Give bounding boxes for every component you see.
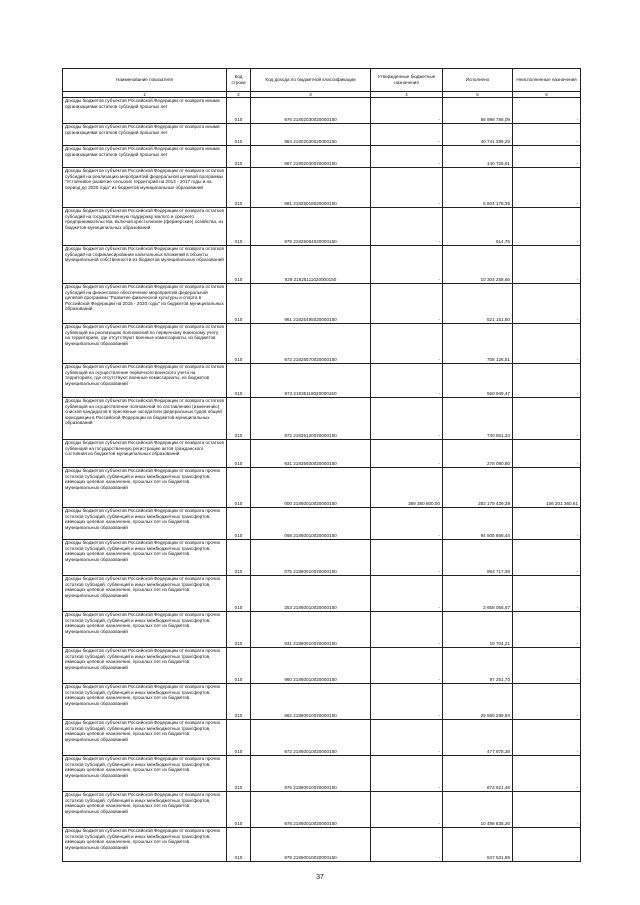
row-executed: 97 251,70	[443, 648, 513, 684]
table-row	[63, 756, 581, 792]
page-number: 37	[316, 874, 324, 881]
row-line-code: 010	[227, 324, 251, 364]
row-income-code: 978 21860010020000150	[251, 792, 371, 828]
row-unexecuted: -	[513, 792, 581, 828]
row-executed: 6 604 178,35	[443, 168, 513, 208]
row-income-code: 961 21825495020000150	[251, 284, 371, 324]
row-unexecuted: -	[513, 208, 581, 246]
row-income-code: 253 21860010020000150	[251, 576, 371, 612]
table-row	[63, 124, 581, 146]
table-row	[63, 720, 581, 756]
table-row	[63, 612, 581, 648]
row-executed: 29 580 299,84	[443, 684, 513, 720]
row-approved: -	[371, 98, 443, 124]
row-income-code: 929 21825111020000150	[251, 246, 371, 284]
row-name: Доходы бюджетов субъектов Российской Федерации от возврата остатков субвенций на осуществление первичного воинского учета на территориях, где отсутствуют военные комиссариаты, из бюджетов муниципальных образований	[63, 364, 227, 398]
row-executed: 3 658 055,67	[443, 576, 513, 612]
row-executed: 560 949,47	[443, 364, 513, 398]
row-approved: -	[371, 756, 443, 792]
row-line-code: 010	[227, 246, 251, 284]
row-approved: -	[371, 828, 443, 862]
row-line-code: 010	[227, 792, 251, 828]
row-executed: 140 725,91	[443, 146, 513, 168]
row-name: Доходы бюджетов субъектов Российской Федерации от возврата прочих остатков субсидий, субвенций и иных межбюджетных трансфертов, имеющих целевое назначение, прошлых лет из бюджетов муниципальных образований	[63, 540, 227, 576]
table-row	[63, 684, 581, 720]
table-row	[63, 398, 581, 440]
row-unexecuted: -	[513, 168, 581, 208]
row-unexecuted: -	[513, 508, 581, 540]
row-line-code: 010	[227, 540, 251, 576]
header-unexecuted: Неисполненные назначения	[513, 69, 581, 92]
row-income-code: 931 21860010020000150	[251, 612, 371, 648]
table-row	[63, 98, 581, 124]
row-income-code: 931 21835930020000150	[251, 440, 371, 468]
header-indicator-name: Наименование показателя	[63, 69, 227, 92]
row-income-code: 075 21860010020000150	[251, 540, 371, 576]
budget-execution-table	[62, 68, 581, 862]
row-unexecuted: -	[513, 398, 581, 440]
table-row	[63, 540, 581, 576]
table-row	[63, 576, 581, 612]
row-executed: 521 151,50	[443, 284, 513, 324]
row-executed: 477 878,38	[443, 720, 513, 756]
column-number: 6	[513, 92, 581, 98]
row-executed: 278 090,80	[443, 440, 513, 468]
row-unexecuted: -	[513, 440, 581, 468]
table-row	[63, 468, 581, 508]
header-approved: Утвержденные бюджетные назначения	[371, 69, 443, 92]
table-row	[63, 284, 581, 324]
row-unexecuted: -	[513, 146, 581, 168]
column-number: 2	[227, 92, 251, 98]
row-name: Доходы бюджетов субъектов Российской Федерации от возврата прочих остатков субсидий, субвенций и иных межбюджетных трансфертов, имеющих целевое назначение, прошлых лет из бюджетов муниципальных образований	[63, 468, 227, 508]
header-income-code: Код дохода по бюджетной классификации	[251, 69, 371, 92]
row-name: Доходы бюджетов субъектов Российской Федерации от возврата остатков субсидий на софинансирование капитальных вложений в объекты муниципальной собственности из бюджетов муниципальных образований	[63, 246, 227, 284]
row-line-code: 010	[227, 98, 251, 124]
row-income-code: 972 21835120020000150	[251, 398, 371, 440]
row-approved: -	[371, 364, 443, 398]
column-number: 1	[63, 92, 227, 98]
table-row	[63, 208, 581, 246]
row-name: Доходы бюджетов субъектов Российской Федерации от возврата прочих остатков субсидий, субвенций и иных межбюджетных трансфертов, имеющих целевое назначение, прошлых лет из бюджетов муниципальных образований	[63, 792, 227, 828]
row-approved: -	[371, 398, 443, 440]
column-number: 3	[251, 92, 371, 98]
row-name: Доходы бюджетов субъектов Российской Федерации от возврата иными организациями остатков субсидий прошлых лет	[63, 124, 227, 146]
row-approved: -	[371, 612, 443, 648]
row-line-code: 010	[227, 124, 251, 146]
row-executed: 94 505 868,44	[443, 508, 513, 540]
row-name: Доходы бюджетов субъектов Российской Федерации от возврата остатков субсидий на финансовое обеспечение мероприятий федеральной целевой программы "Развитие физической культуры и спорта в Российской Федерации на 2016 - 2020 годы" из бюджетов муниципальных образований	[63, 284, 227, 324]
row-approved: -	[371, 208, 443, 246]
row-income-code: 972 21835118020000150	[251, 364, 371, 398]
row-approved: 389 380 800,00	[371, 468, 443, 508]
table-row	[63, 508, 581, 540]
row-line-code: 010	[227, 468, 251, 508]
row-unexecuted: -	[513, 364, 581, 398]
row-name: Доходы бюджетов субъектов Российской Федерации от возврата прочих остатков субсидий, субвенций и иных межбюджетных трансфертов, имеющих целевое назначение, прошлых лет из бюджетов муниципальных образований	[63, 684, 227, 720]
row-line-code: 010	[227, 284, 251, 324]
row-income-code: 972 21825570020000150	[251, 324, 371, 364]
row-name: Доходы бюджетов субъектов Российской Федерации от возврата прочих остатков субсидий, субвенций и иных межбюджетных трансфертов, имеющих целевое назначение, прошлых лет из бюджетов муниципальных образований	[63, 828, 227, 862]
row-income-code: 000 21860010020000150	[251, 468, 371, 508]
row-line-code: 010	[227, 508, 251, 540]
row-line-code: 010	[227, 612, 251, 648]
row-name: Доходы бюджетов субъектов Российской Федерации от возврата иными организациями остатков субсидий прошлых лет	[63, 146, 227, 168]
header-executed: Исполнено	[443, 69, 513, 92]
table-row	[63, 792, 581, 828]
row-approved: -	[371, 508, 443, 540]
row-approved: -	[371, 720, 443, 756]
row-income-code: 960 21860010020000150	[251, 648, 371, 684]
row-name: Доходы бюджетов субъектов Российской Федерации от возврата остатков субвенций на осуществление полномочий по составлению (изменению) списков кандидатов в присяжные заседатели федеральных судов общей юрисдикции в Российской Федерации из бюджетов муниципальных образований	[63, 398, 227, 440]
column-number: 4	[371, 92, 443, 98]
row-line-code: 010	[227, 828, 251, 862]
row-income-code: 979 21860010020000150	[251, 828, 371, 862]
row-executed: 40 741 399,29	[443, 124, 513, 146]
table-body	[63, 98, 581, 862]
row-name: Доходы бюджетов субъектов Российской Федерации от возврата прочих остатков субсидий, субвенций и иных межбюджетных трансфертов, имеющих целевое назначение, прошлых лет из бюджетов муниципальных образований	[63, 720, 227, 756]
row-unexecuted: -	[513, 612, 581, 648]
row-line-code: 010	[227, 168, 251, 208]
row-approved: -	[371, 540, 443, 576]
row-line-code: 010	[227, 648, 251, 684]
row-approved: -	[371, 576, 443, 612]
row-approved: -	[371, 124, 443, 146]
row-unexecuted: -	[513, 684, 581, 720]
row-unexecuted: 106 201 360,61	[513, 468, 581, 508]
row-approved: -	[371, 146, 443, 168]
row-executed: 963 717,59	[443, 540, 513, 576]
row-approved: -	[371, 684, 443, 720]
row-executed: 708 126,51	[443, 324, 513, 364]
row-unexecuted: -	[513, 540, 581, 576]
row-income-code: 981 21825018020000150	[251, 168, 371, 208]
row-approved: -	[371, 440, 443, 468]
row-unexecuted: -	[513, 284, 581, 324]
row-executed: 872 621,48	[443, 756, 513, 792]
row-income-code: 962 21860010020000150	[251, 684, 371, 720]
table-row	[63, 324, 581, 364]
row-unexecuted: -	[513, 756, 581, 792]
row-approved: -	[371, 792, 443, 828]
row-name: Доходы бюджетов субъектов Российской Федерации от возврата остатков субсидий на реализацию мероприятий федеральной целевой программы "Устойчивое развитие сельских территорий на 2014 - 2017 годы и на период до 2020 года" из бюджетов муниципальных образований	[63, 168, 227, 208]
row-approved: -	[371, 648, 443, 684]
row-unexecuted: -	[513, 828, 581, 862]
table-row	[63, 246, 581, 284]
row-executed: 283 179 439,39	[443, 468, 513, 508]
row-line-code: 010	[227, 576, 251, 612]
row-name: Доходы бюджетов субъектов Российской Федерации от возврата прочих остатков субсидий, субвенций и иных межбюджетных трансфертов, имеющих целевое назначение, прошлых лет из бюджетов муниципальных образований	[63, 648, 227, 684]
row-executed: 614,76	[443, 208, 513, 246]
row-approved: -	[371, 246, 443, 284]
row-line-code: 010	[227, 440, 251, 468]
row-unexecuted: -	[513, 576, 581, 612]
row-income-code: 984 21802030020000150	[251, 124, 371, 146]
row-name: Доходы бюджетов субъектов Российской Федерации от возврата прочих остатков субсидий, субвенций и иных межбюджетных трансфертов, имеющих целевое назначение, прошлых лет из бюджетов муниципальных образований	[63, 576, 227, 612]
row-line-code: 010	[227, 398, 251, 440]
row-line-code: 010	[227, 208, 251, 246]
row-income-code: 972 21860010020000150	[251, 720, 371, 756]
row-unexecuted: -	[513, 124, 581, 146]
table-row	[63, 146, 581, 168]
row-name: Доходы бюджетов субъектов Российской Федерации от возврата остатков субвенций на государственную регистрацию актов гражданского состояния из бюджетов муниципальных образований	[63, 440, 227, 468]
row-line-code: 010	[227, 146, 251, 168]
table-header	[63, 69, 581, 98]
row-executed: 10 304 258,66	[443, 246, 513, 284]
column-number: 5	[443, 92, 513, 98]
row-approved: -	[371, 324, 443, 364]
row-name: Доходы бюджетов субъектов Российской Федерации от возврата иными организациями остатков субсидий прошлых лет	[63, 98, 227, 124]
row-name: Доходы бюджетов субъектов Российской Федерации от возврата прочих остатков субсидий, субвенций и иных межбюджетных трансфертов, имеющих целевое назначение, прошлых лет из бюджетов муниципальных образований	[63, 612, 227, 648]
row-income-code: 976 21802030020000150	[251, 98, 371, 124]
row-executed: 740 551,34	[443, 398, 513, 440]
row-executed: 10 498 835,26	[443, 792, 513, 828]
row-line-code: 010	[227, 364, 251, 398]
row-name: Доходы бюджетов субъектов Российской Федерации от возврата остатков субвенций на реализацию полномочий по первичному воинскому учету на территориях, где отсутствуют военные комиссариаты, из бюджетов муниципальных образований	[63, 324, 227, 364]
row-unexecuted: -	[513, 720, 581, 756]
table-row	[63, 828, 581, 862]
row-line-code: 010	[227, 756, 251, 792]
row-unexecuted: -	[513, 648, 581, 684]
row-income-code: 987 21802030020000150	[251, 146, 371, 168]
header-line-code: Код строки	[227, 69, 251, 92]
table-row	[63, 648, 581, 684]
row-executed: 68 998 786,09	[443, 98, 513, 124]
row-unexecuted: -	[513, 98, 581, 124]
table-row	[63, 168, 581, 208]
table-row	[63, 364, 581, 398]
row-unexecuted: -	[513, 324, 581, 364]
row-income-code: 979 21825064020000150	[251, 208, 371, 246]
row-income-code: 068 21860010020000150	[251, 508, 371, 540]
table-row	[63, 440, 581, 468]
row-name: Доходы бюджетов субъектов Российской Федерации от возврата остатков субсидий на государственную поддержку малого и среднего предпринимательства, включая крестьянские (фермерские) хозяйства, из бюджетов муниципальных образований	[63, 208, 227, 246]
row-executed: 847 531,59	[443, 828, 513, 862]
row-approved: -	[371, 284, 443, 324]
row-line-code: 010	[227, 720, 251, 756]
row-executed: 10 704,21	[443, 612, 513, 648]
row-line-code: 010	[227, 684, 251, 720]
row-name: Доходы бюджетов субъектов Российской Федерации от возврата прочих остатков субсидий, субвенций и иных межбюджетных трансфертов, имеющих целевое назначение, прошлых лет из бюджетов муниципальных образований	[63, 756, 227, 792]
row-name: Доходы бюджетов субъектов Российской Федерации от возврата прочих остатков субсидий, субвенций и иных межбюджетных трансфертов, имеющих целевое назначение, прошлых лет из бюджетов муниципальных образований	[63, 508, 227, 540]
row-approved: -	[371, 168, 443, 208]
row-unexecuted: -	[513, 246, 581, 284]
row-income-code: 976 21860010020000150	[251, 756, 371, 792]
